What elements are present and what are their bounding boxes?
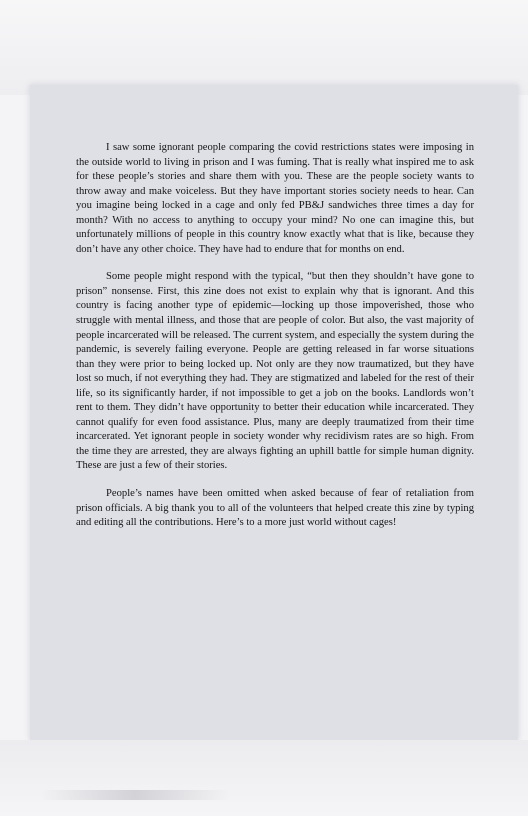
scan-background-top: [0, 0, 528, 95]
paragraph-thanks: People’s names have been omitted when asked because of fear of retaliation from prison officials. A big thank you to all of the volunteers that helped create this zine by typing and editing all the contributions. Here’s to a more just world without cages!: [76, 488, 474, 529]
scan-smudge: [40, 790, 230, 800]
paragraph-intro: I saw some ignorant people comparing the covid restrictions states were imposing in the outside world to living in prison and I was fuming. That is really what inspired me to ask for these people’s stories and share them with you. These are the people society wants to throw away and make voiceless. But they have important stories society needs to hear. Can you imagine being locked in a cage and only fed PB&J sandwiches three times a day for month? With no access to anything to occupy your mind? No one can imagine this, but unfortunately millions of people in this country know exactly what that is like, because they don’t have any other choice. They have had to endure that for months on end.: [76, 142, 474, 255]
paragraph-response: Some people might respond with the typical, “but then they shouldn’t have gone to prison” nonsense. First, this zine does not exist to explain why that is ignorant. And this country is facing another type of epidemic—locking up those impoverished, those who struggle with mental illness, and those that are people of color. But also, the vast majority of people incarcerated will be released. The current system, and especially the system during the pandemic, is severely failing everyone. People are getting released in far worse situations than they were prior to being locked up. Not only are they now traumatized, but they have lost so much, if not everything they had. They are stigmatized and labeled for the rest of their life, so its significantly harder, if not impossible to get a job on the books. Landlords won’t rent to them. They didn’t have opportunity to better their education while incarcerated. They cannot qualify for even food assistance. Plus, many are deeply traumatized from their time incarcerated. Yet ignorant people in society wonder why recidivism rates are so high. From the time they are arrested, they are always fighting an uphill battle for simple human dignity. These are just a few of their stories.: [76, 271, 474, 472]
document-body: [76, 141, 474, 544]
document-page: [30, 85, 518, 740]
scan-background-bottom: [0, 740, 528, 816]
